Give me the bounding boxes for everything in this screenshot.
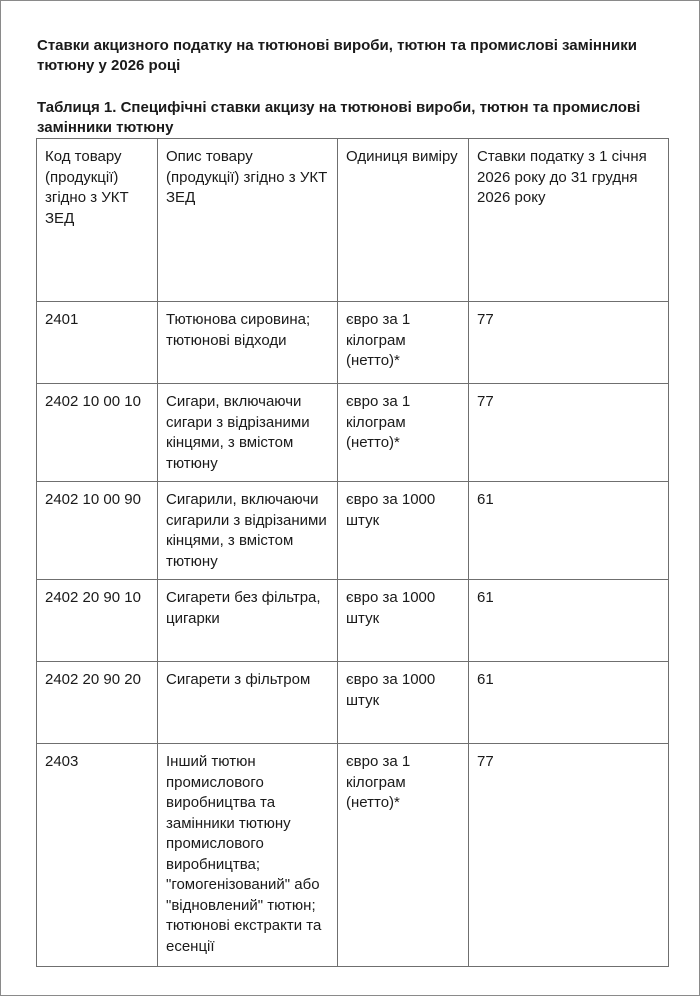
cell-description: Тютюнова сировина; тютюнові відходи <box>158 302 338 384</box>
header-unit: Одиниця виміру <box>338 139 469 302</box>
cell-unit: євро за 1000 штук <box>338 580 469 662</box>
table-row <box>37 482 669 580</box>
cell-code: 2402 10 00 10 <box>37 384 158 482</box>
cell-rate: 77 <box>469 744 669 967</box>
cell-description: Сигарети з фільтром <box>158 662 338 744</box>
cell-rate: 61 <box>469 580 669 662</box>
cell-description: Сигари, включаючи сигари з відрізаними кінцями, з вмістом тютюну <box>158 384 338 482</box>
table-row <box>37 744 669 967</box>
cell-unit: євро за 1 кілограм (нетто)* <box>338 302 469 384</box>
header-description: Опис товару (продукції) згідно з УКТ ЗЕД <box>158 139 338 302</box>
cell-rate: 77 <box>469 302 669 384</box>
table-header-row <box>37 139 669 302</box>
cell-code: 2402 20 90 10 <box>37 580 158 662</box>
table-row <box>37 580 669 662</box>
table-caption: Таблиця 1. Специфічні ставки акцизу на тютюнові вироби, тютюн та промислові замінники тютюну <box>37 99 641 136</box>
header-code: Код товару (продукції) згідно з УКТ ЗЕД <box>37 139 158 302</box>
cell-code: 2402 20 90 20 <box>37 662 158 744</box>
cell-code: 2402 10 00 90 <box>37 482 158 580</box>
cell-code: 2401 <box>37 302 158 384</box>
cell-description: Інший тютюн промислового виробництва та замінники тютюну промислового виробництва; "гомогенізований" або "відновлений" тютюн; тютюнові екстракти та есенції <box>158 744 338 967</box>
cell-unit: євро за 1 кілограм (нетто)* <box>338 744 469 967</box>
table-row <box>37 662 669 744</box>
cell-unit: євро за 1000 штук <box>338 662 469 744</box>
table-row <box>37 302 669 384</box>
cell-unit: євро за 1 кілограм (нетто)* <box>338 384 469 482</box>
cell-description: Сигарети без фільтра, цигарки <box>158 580 338 662</box>
excise-rates-table <box>36 138 669 967</box>
cell-unit: євро за 1000 штук <box>338 482 469 580</box>
cell-rate: 61 <box>469 482 669 580</box>
cell-description: Сигарили, включаючи сигарили з відрізаними кінцями, з вмістом тютюну <box>158 482 338 580</box>
document-title: Ставки акцизного податку на тютюнові вироби, тютюн та промислові замінники тютюну у 2026 році <box>37 37 637 74</box>
header-rate: Ставки податку з 1 січня 2026 року до 31 грудня 2026 року <box>469 139 669 302</box>
table-row <box>37 384 669 482</box>
cell-rate: 77 <box>469 384 669 482</box>
cell-rate: 61 <box>469 662 669 744</box>
cell-code: 2403 <box>37 744 158 967</box>
